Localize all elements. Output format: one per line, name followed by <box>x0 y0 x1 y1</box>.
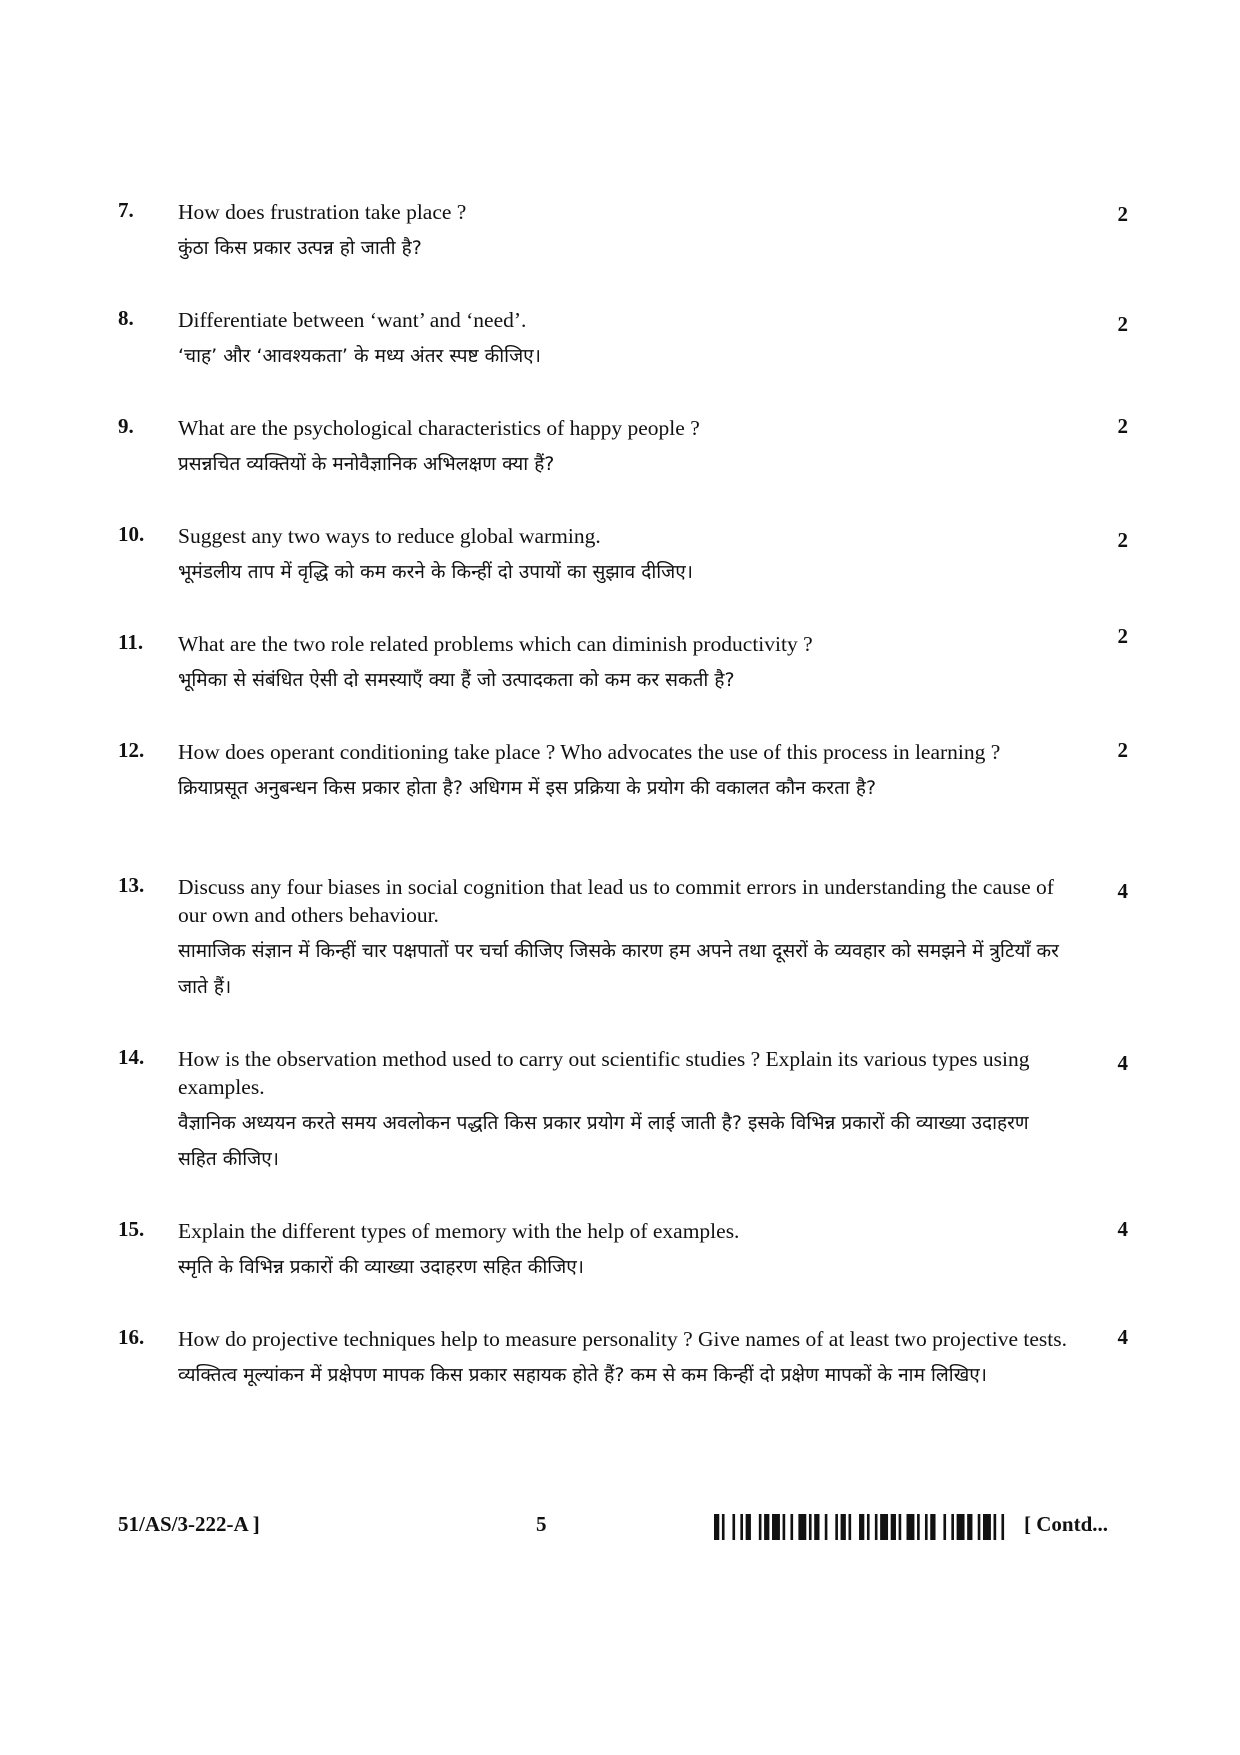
question-number: 15. <box>118 1217 145 1241</box>
question-text-english: How does frustration take place ? <box>178 200 467 224</box>
question-marks: 2 <box>1117 624 1128 648</box>
paper-code: 51/AS/3-222-A ] <box>118 1512 260 1536</box>
continued-label: [ Contd... <box>1024 1512 1109 1536</box>
question-text-hindi: वैज्ञानिक अध्ययन करते समय अवलोकन पद्धति किस प्रकार प्रयोग में लाई जाती है? इसके विभिन्न प्रकारों की व्याख्या उदाहरण सहित कीजिए। <box>178 1112 1029 1170</box>
question-text-hindi: भूमिका से संबंधित ऐसी दो समस्याएँ क्या हैं जो उत्पादकता को कम कर सकती है? <box>178 669 735 691</box>
question-marks: 2 <box>1117 738 1128 762</box>
question-marks: 2 <box>1117 312 1128 336</box>
question-number: 10. <box>118 522 145 546</box>
question-body <box>178 738 1068 806</box>
question-text-english: Discuss any four biases in social cognition that lead us to commit errors in understanding the cause of our own and others behaviour. <box>178 875 1054 927</box>
question-number: 14. <box>118 1045 145 1069</box>
question-marks: 2 <box>1117 414 1128 438</box>
question-body <box>178 1325 1068 1393</box>
question-body <box>178 198 1068 266</box>
question-text-english: Explain the different types of memory with the help of examples. <box>178 1219 740 1243</box>
page-number: 5 <box>536 1512 547 1536</box>
question-text-hindi: क्रियाप्रसूत अनुबन्धन किस प्रकार होता है? अधिगम में इस प्रक्रिया के प्रयोग की वकालत कौन करता है? <box>178 777 877 799</box>
question-number: 7. <box>118 198 134 222</box>
question-number: 11. <box>118 630 144 654</box>
question-body <box>178 414 1068 482</box>
question-number: 12. <box>118 738 145 762</box>
page-footer <box>118 1512 1128 1552</box>
question-body <box>178 630 1068 698</box>
question-marks: 2 <box>1117 202 1128 226</box>
question-text-hindi: ‘चाह’ और ‘आवश्यकता’ के मध्य अंतर स्पष्ट कीजिए। <box>178 345 541 367</box>
question-body <box>178 306 1068 374</box>
question-text-hindi: भूमंडलीय ताप में वृद्धि को कम करने के किन्हीं दो उपायों का सुझाव दीजिए। <box>178 561 693 583</box>
barcode <box>714 1514 1012 1540</box>
question-text-english: Suggest any two ways to reduce global warming. <box>178 524 601 548</box>
question-marks: 4 <box>1117 879 1128 903</box>
question-body <box>178 1217 1068 1285</box>
question-marks: 4 <box>1117 1051 1128 1075</box>
question-text-english: What are the two role related problems which can diminish productivity ? <box>178 632 813 656</box>
question-number: 9. <box>118 414 134 438</box>
question-marks: 4 <box>1117 1217 1128 1241</box>
question-text-hindi: प्रसन्नचित व्यक्तियों के मनोवैज्ञानिक अभिलक्षण क्या हैं? <box>178 453 555 475</box>
question-text-english: How does operant conditioning take place ? Who advocates the use of this process in learning ? <box>178 740 1001 764</box>
question-text-english: How do projective techniques help to measure personality ? Give names of at least two projective tests. <box>178 1327 1067 1351</box>
question-text-english: What are the psychological characteristics of happy people ? <box>178 416 700 440</box>
question-marks: 2 <box>1117 528 1128 552</box>
question-text-english: How is the observation method used to carry out scientific studies ? Explain its various types using examples. <box>178 1047 1030 1099</box>
question-body <box>178 522 1068 590</box>
question-marks: 4 <box>1117 1325 1128 1349</box>
question-body <box>178 873 1068 1005</box>
question-number: 8. <box>118 306 134 330</box>
question-text-hindi: व्यक्तित्व मूल्यांकन में प्रक्षेपण मापक किस प्रकार सहायक होते हैं? कम से कम किन्हीं दो प्रक्षेण मापकों के नाम लिखिए। <box>178 1364 987 1386</box>
question-text-hindi: कुंठा किस प्रकार उत्पन्न हो जाती है? <box>178 237 422 259</box>
question-text-hindi: सामाजिक संज्ञान में किन्हीं चार पक्षपातों पर चर्चा कीजिए जिसके कारण हम अपने तथा दूसरों के व्यवहार को समझने में त्रुटियाँ कर जाते हैं। <box>178 940 1059 998</box>
question-number: 13. <box>118 873 145 897</box>
question-body <box>178 1045 1068 1177</box>
question-text-english: Differentiate between ‘want’ and ‘need’. <box>178 308 527 332</box>
question-text-hindi: स्मृति के विभिन्न प्रकारों की व्याख्या उदाहरण सहित कीजिए। <box>178 1256 584 1278</box>
question-number: 16. <box>118 1325 145 1349</box>
